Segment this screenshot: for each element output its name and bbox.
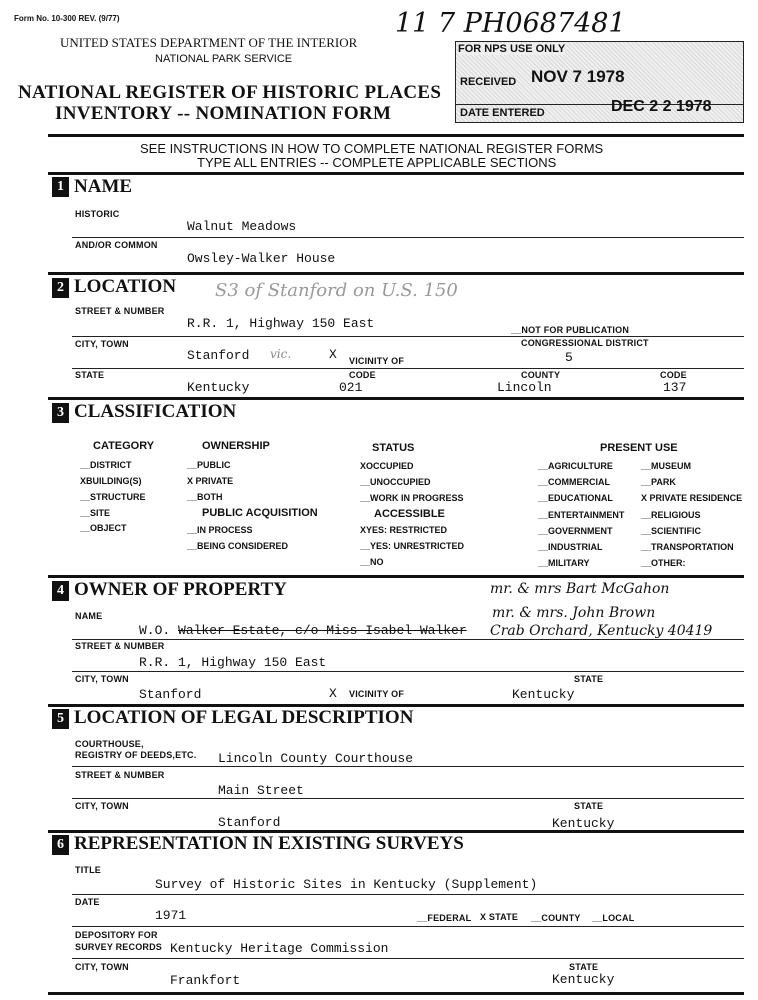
county-code-label: CODE	[660, 370, 687, 380]
date-entered-label: DATE ENTERED	[460, 107, 545, 119]
survey-title-label: TITLE	[75, 865, 101, 875]
use-option: __EDUCATIONAL	[538, 493, 613, 503]
legal-street-label: STREET & NUMBER	[75, 770, 165, 780]
ownership-option: X PRIVATE	[187, 476, 234, 486]
section-3-title: CLASSIFICATION	[74, 401, 237, 422]
state-code-label: CODE	[349, 370, 376, 380]
category-option: XBUILDING(S)	[80, 476, 142, 486]
owner-name-label: NAME	[75, 611, 103, 621]
acquisition-heading: PUBLIC ACQUISITION	[202, 507, 318, 519]
historic-name: Walnut Meadows	[187, 219, 297, 234]
survey-city-value: Frankfort	[170, 973, 241, 988]
county-code-value: 137	[663, 380, 687, 395]
instructions-line-2: TYPE ALL ENTRIES -- COMPLETE APPLICABLE SECTIONS	[197, 155, 557, 170]
legal-state-label: STATE	[574, 801, 604, 811]
ownership-option: __BOTH	[187, 492, 223, 502]
use-option: __INDUSTRIAL	[538, 542, 603, 552]
ownership-option: __PUBLIC	[187, 460, 231, 470]
nps-use-box	[455, 41, 744, 123]
status-option: __WORK IN PROGRESS	[360, 493, 464, 503]
owner-handwritten-3: Crab Orchard, Kentucky 40419	[490, 623, 713, 639]
category-option: __SITE	[80, 508, 111, 518]
department-name: UNITED STATES DEPARTMENT OF THE INTERIOR	[60, 35, 358, 50]
congressional-value: 5	[565, 350, 573, 365]
city-hand-note: vic.	[270, 347, 292, 361]
section-1-title: NAME	[74, 176, 133, 197]
city-value: Stanford	[187, 348, 250, 363]
county-value: Lincoln	[497, 380, 552, 395]
vicinity-label: VICINITY OF	[349, 356, 405, 366]
received-label: RECEIVED	[460, 76, 517, 88]
owner-city-label: CITY, TOWN	[75, 674, 129, 684]
acquisition-option: __BEING CONSIDERED	[187, 541, 289, 551]
use-option: __SCIENTIFIC	[641, 526, 702, 536]
accessible-heading: ACCESSIBLE	[374, 508, 445, 520]
received-date: NOV 7 1978	[531, 67, 625, 86]
section-5-number: 5	[52, 709, 69, 729]
use-option: __GOVERNMENT	[538, 526, 613, 536]
local-option: __LOCAL	[592, 913, 635, 923]
section-3-number: 3	[52, 403, 69, 423]
registry-label: REGISTRY OF DEEDS,ETC.	[75, 750, 197, 760]
depository-value: Kentucky Heritage Commission	[170, 941, 389, 956]
use-option: __ENTERTAINMENT	[538, 510, 625, 520]
survey-city-label: CITY, TOWN	[75, 962, 129, 972]
form-title-1: NATIONAL REGISTER OF HISTORIC PLACES	[18, 82, 442, 103]
section-2-title: LOCATION	[74, 276, 177, 297]
ownership-heading: OWNERSHIP	[202, 440, 270, 452]
courthouse-value: Lincoln County Courthouse	[218, 751, 414, 766]
survey-state-label: STATE	[569, 962, 599, 972]
accessible-option: __NO	[360, 557, 384, 567]
location-handwritten-note: S3 of Stanford on U.S. 150	[215, 280, 458, 301]
use-option: __COMMERCIAL	[538, 477, 611, 487]
courthouse-label: COURTHOUSE,	[75, 739, 144, 749]
nps-box-title: FOR NPS USE ONLY	[458, 43, 566, 55]
owner-name-value	[139, 623, 467, 638]
street-label: STREET & NUMBER	[75, 306, 165, 316]
survey-title-value: Survey of Historic Sites in Kentucky (Supplement)	[155, 877, 538, 892]
use-option: __OTHER:	[641, 558, 686, 568]
use-option: __MILITARY	[538, 558, 590, 568]
county-option: __COUNTY	[531, 913, 581, 923]
owner-handwritten-1: mr. & mrs Bart McGahon	[490, 581, 670, 597]
legal-city-label: CITY, TOWN	[75, 801, 129, 811]
category-heading: CATEGORY	[93, 440, 155, 452]
state-value: Kentucky	[187, 380, 250, 395]
city-label: CITY, TOWN	[75, 339, 129, 349]
owner-street-label: STREET & NUMBER	[75, 641, 165, 651]
accessible-option: XYES: RESTRICTED	[360, 525, 448, 535]
federal-option: __FEDERAL	[417, 913, 472, 923]
depository-label-1: DEPOSITORY FOR	[75, 930, 158, 940]
section-5-title: LOCATION OF LEGAL DESCRIPTION	[74, 707, 414, 728]
owner-city-value: Stanford	[139, 687, 202, 702]
owner-vicinity-label: VICINITY OF	[349, 689, 405, 699]
state-option: X STATE	[480, 912, 519, 922]
section-6-title: REPRESENTATION IN EXISTING SURVEYS	[74, 833, 464, 854]
use-option: __RELIGIOUS	[641, 510, 701, 520]
owner-handwritten-2: mr. & mrs. John Brown	[492, 605, 656, 621]
date-entered-value: DEC 2 2 1978	[611, 98, 712, 115]
present-use-heading: PRESENT USE	[600, 442, 678, 454]
owner-name-prefix: W.O.	[139, 623, 179, 638]
instructions-line-1: SEE INSTRUCTIONS IN HOW TO COMPLETE NATIONAL REGISTER FORMS	[140, 141, 604, 156]
common-label: AND/OR COMMON	[75, 240, 158, 250]
county-label: COUNTY	[521, 370, 561, 380]
survey-state-value: Kentucky	[552, 972, 615, 987]
owner-state-value: Kentucky	[512, 687, 575, 702]
survey-date-label: DATE	[75, 897, 100, 907]
use-option: __TRANSPORTATION	[641, 542, 734, 552]
section-4-number: 4	[52, 581, 69, 601]
use-option: __PARK	[641, 477, 676, 487]
status-option: __UNOCCUPIED	[360, 477, 431, 487]
owner-name-struck: Walker Estate, c/o Miss Isabel Walker	[178, 623, 467, 638]
accessible-option: __YES: UNRESTRICTED	[360, 541, 465, 551]
common-name: Owsley-Walker House	[187, 251, 336, 266]
section-2-number: 2	[52, 278, 69, 298]
category-option: __DISTRICT	[80, 460, 132, 470]
not-for-publication: __NOT FOR PUBLICATION	[511, 325, 630, 335]
service-name: NATIONAL PARK SERVICE	[155, 53, 293, 65]
vicinity-mark: X	[329, 347, 337, 362]
status-option: XOCCUPIED	[360, 461, 414, 471]
form-number: Form No. 10-300 REV. (9/77)	[14, 14, 120, 23]
street-value: R.R. 1, Highway 150 East	[187, 316, 375, 331]
section-1-number: 1	[52, 177, 69, 197]
acquisition-option: __IN PROCESS	[187, 525, 253, 535]
legal-city-value: Stanford	[218, 815, 281, 830]
legal-street-value: Main Street	[218, 783, 304, 798]
section-6-number: 6	[52, 835, 69, 855]
use-option: __AGRICULTURE	[538, 461, 613, 471]
form-title-2: INVENTORY -- NOMINATION FORM	[55, 103, 392, 124]
state-code-value: 021	[339, 380, 363, 395]
depository-label-2: SURVEY RECORDS	[75, 942, 162, 952]
use-option: X PRIVATE RESIDENCE	[641, 493, 743, 503]
category-option: __OBJECT	[80, 523, 127, 533]
owner-vicinity-mark: X	[329, 686, 337, 701]
historic-label: HISTORIC	[75, 209, 120, 219]
status-heading: STATUS	[372, 442, 415, 454]
legal-state-value: Kentucky	[552, 816, 615, 831]
owner-street-value: R.R. 1, Highway 150 East	[139, 655, 327, 670]
category-option: __STRUCTURE	[80, 492, 146, 502]
owner-state-label: STATE	[574, 674, 604, 684]
state-label: STATE	[75, 370, 105, 380]
handwritten-reference: 11 7 PH0687481	[395, 8, 626, 39]
congressional-label: CONGRESSIONAL DISTRICT	[521, 338, 649, 348]
use-option: __MUSEUM	[641, 461, 692, 471]
section-4-title: OWNER OF PROPERTY	[74, 579, 287, 600]
survey-date-value: 1971	[155, 908, 187, 923]
